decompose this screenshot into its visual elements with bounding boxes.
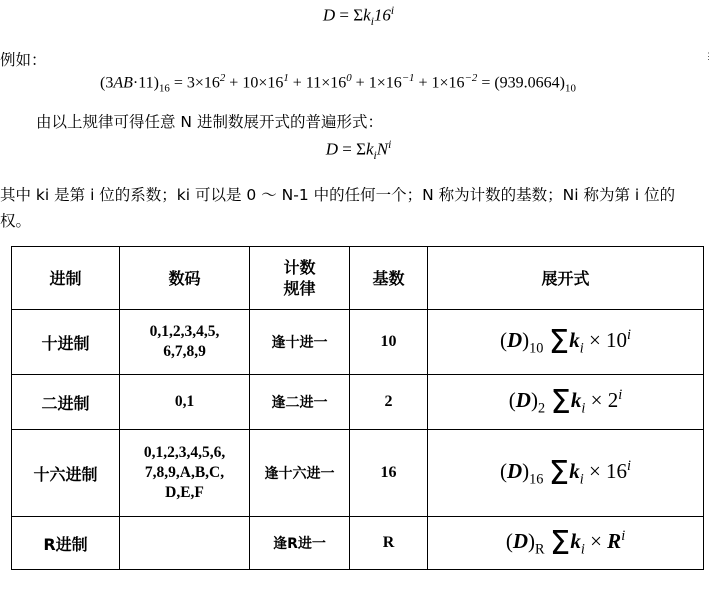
cell-system-decimal: 十进制	[12, 310, 120, 375]
digits-line: 7,8,9,A,B,C,	[144, 464, 225, 481]
table-header-row	[12, 247, 704, 310]
formula-general-expansion: $D = \Sigma k_iN^i$	[325, 138, 392, 163]
cell-digits-binary	[120, 375, 250, 430]
table-row	[12, 310, 704, 375]
cell-base-radix-r: R	[350, 517, 428, 570]
cell-base-binary: 2	[350, 375, 428, 430]
digits-line: 6,7,8,9	[163, 343, 206, 360]
cell-expansion-binary: $(D)_2$ $\Sigma k_i \times 2^i$	[428, 375, 704, 430]
expansion-subscript: 10	[529, 340, 544, 357]
expansion-factor: 2	[607, 388, 619, 413]
cell-system-binary: 二进制	[12, 375, 120, 430]
column-header-digits: 数码	[120, 247, 250, 310]
cell-base-decimal: 10	[350, 310, 428, 375]
column-header-rule-line2: 规律	[283, 279, 316, 298]
cell-rule-hexadecimal: 逢十六进一	[250, 430, 350, 517]
column-header-rule-line1: 计数	[283, 258, 316, 277]
expansion-subscript: R	[535, 541, 545, 558]
digits-line: 0,1,2,3,4,5,6,	[143, 444, 226, 461]
expansion-subscript: 16	[529, 471, 544, 488]
example-expansion-line: $(3AB\cdot 11)_{16} = 3\times 16^2 + 10\times 16^1 + 11\times 16^0 + 1\times 16^{-1} + 1\times 16^{-2} = (939.0664)_{10}$	[100, 72, 576, 95]
cell-rule-decimal: 逢十进一	[250, 310, 350, 375]
margin-mark: ⋮	[704, 51, 713, 61]
expansion-factor: 10	[606, 328, 628, 353]
table-row	[12, 517, 704, 570]
cell-base-hexadecimal: 16	[350, 430, 428, 517]
cell-rule-radix-r: 逢R进一	[250, 517, 350, 570]
expansion-factor: R	[607, 529, 622, 554]
explanation-paragraph: 其中 ki 是第 i 位的系数；ki 可以是 0 ～ N-1 中的任何一个；N 称为计数的基数；Ni 称为第 i 位的权。	[0, 186, 676, 230]
cell-expansion-radix-r: $(D)_R$ $\Sigma k_i \times R^i$	[428, 517, 704, 570]
digits-line: D,E,F	[165, 484, 204, 501]
column-header-rule	[250, 247, 350, 310]
formula-hex-expansion: $D = \Sigma k_i16^i$	[322, 4, 395, 29]
column-header-base: 基数	[350, 247, 428, 310]
expansion-subscript: 2	[537, 400, 546, 417]
expansion-factor: 16	[606, 459, 628, 484]
example-label: 例如：	[0, 51, 47, 69]
cell-expansion-hexadecimal: $(D)_{16}$ $\Sigma k_i \times 16^i$	[428, 430, 704, 517]
cell-expansion-decimal: $(D)_{10}$ $\Sigma k_i \times 10^i$	[428, 310, 704, 375]
column-header-expansion: 展开式	[428, 247, 704, 310]
table-row	[12, 375, 704, 430]
column-header-system: 进制	[12, 247, 120, 310]
cell-digits-decimal	[120, 310, 250, 375]
digits-line: 0,1	[174, 393, 195, 410]
rule-sentence: 由以上规律可得任意 N 进制数展开式的普遍形式：	[36, 113, 383, 131]
digits-line: 0,1,2,3,4,5,	[149, 323, 220, 340]
cell-digits-radix-r	[120, 517, 250, 570]
cell-digits-hexadecimal	[120, 430, 250, 517]
number-systems-table	[11, 246, 704, 570]
cell-system-radix-r: R进制	[12, 517, 120, 570]
cell-rule-binary: 逢二进一	[250, 375, 350, 430]
example-label-row	[0, 48, 47, 70]
table-row	[12, 430, 704, 517]
cell-system-hexadecimal: 十六进制	[12, 430, 120, 517]
